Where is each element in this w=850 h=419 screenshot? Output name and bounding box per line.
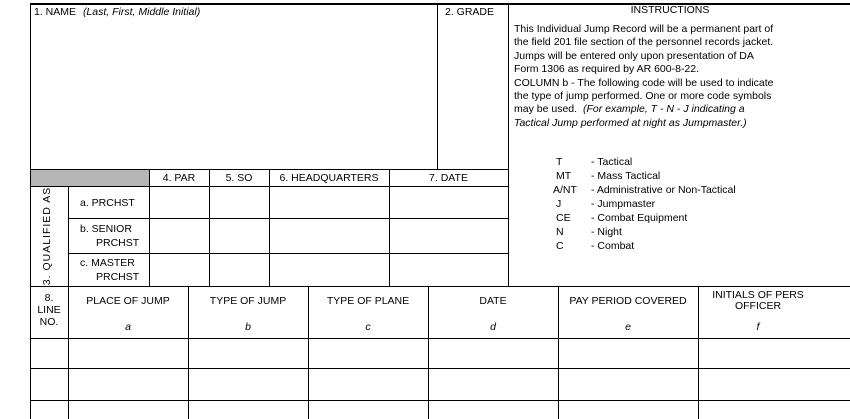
instructions-line: the type of jump performed. One or more code symbols: [514, 90, 772, 103]
code-symbol: A/NT: [553, 184, 577, 196]
log-row-3-type-jump[interactable]: [189, 401, 307, 419]
row-a-label: a. PRCHST: [80, 197, 135, 209]
name-label: [34, 6, 200, 18]
qualified-header-shading: [31, 170, 149, 186]
grade-label: 2. GRADE: [445, 6, 495, 18]
so-senior-field[interactable]: [210, 219, 268, 252]
log-row-1-type-jump[interactable]: [189, 339, 307, 367]
name-hint: (Last, First, Middle Initial): [82, 6, 201, 18]
instructions-line: the field 201 file section of the personnel records jacket.: [514, 36, 774, 49]
col-pay-period-header: PAY PERIOD COVERED: [569, 295, 687, 307]
instructions-line: Jumps will be entered only upon presentation of DA: [514, 49, 754, 62]
code-description: - Administrative or Non-Tactical: [591, 184, 736, 196]
line-no-header: [30, 292, 68, 328]
code-description: - Jumpmaster: [591, 198, 656, 210]
col-place-of-jump-letter: a: [125, 321, 131, 333]
row-b-label-cont: PRCHST: [96, 237, 140, 249]
log-row-1-line-no[interactable]: [31, 339, 67, 367]
line-no-no: NO.: [39, 316, 59, 328]
form-top-border: [30, 3, 850, 5]
log-row-2-date[interactable]: [429, 369, 557, 399]
col-type-of-plane-header: TYPE OF PLANE: [326, 295, 410, 307]
row-c-label-cont: PRCHST: [96, 271, 140, 283]
col-type-of-plane-letter: c: [365, 321, 371, 333]
col-date-header: 7. DATE: [429, 172, 468, 184]
code-symbol: CE: [556, 212, 571, 224]
code-symbol: N: [556, 226, 564, 238]
name-grade-divider: [437, 3, 438, 169]
log-row-3-line-no[interactable]: [31, 401, 67, 419]
line-no-line: LINE: [37, 304, 61, 316]
col-par-header: 4. PAR: [162, 172, 196, 184]
col-pay-period-letter: e: [625, 321, 631, 333]
instructions-line-with-example: [514, 103, 774, 116]
log-row-2-line-no[interactable]: [31, 369, 67, 399]
code-description: - Mass Tactical: [591, 170, 661, 182]
instructions-example: (For example, T - N - J indicating a: [582, 103, 745, 116]
hq-master-field[interactable]: [270, 254, 388, 285]
instructions-text: [514, 23, 774, 130]
date-prchst-field[interactable]: [390, 187, 507, 217]
qualified-side-divider: [68, 186, 69, 286]
hq-senior-field[interactable]: [270, 219, 388, 252]
log-row-1-date[interactable]: [429, 339, 557, 367]
col-initials-header: [698, 290, 818, 312]
log-row-2-type-plane[interactable]: [309, 369, 427, 399]
name-label-text: 1. NAME: [34, 6, 77, 18]
par-master-field[interactable]: [150, 254, 208, 285]
col-initials-title: INITIALS OF PERS: [712, 289, 804, 301]
col-type-of-jump-header: TYPE OF JUMP: [209, 295, 287, 307]
name-field[interactable]: [32, 20, 435, 167]
code-symbol: MT: [556, 170, 572, 182]
instructions-title: INSTRUCTIONS: [630, 4, 710, 16]
line-no-number: 8.: [44, 292, 54, 304]
col-initials-letter: f: [756, 321, 760, 333]
col-date-letter: d: [490, 321, 496, 333]
row-c-label: c. MASTER: [80, 257, 135, 269]
log-row-3-initials[interactable]: [699, 401, 849, 419]
code-description: - Night: [591, 226, 622, 238]
date-master-field[interactable]: [390, 254, 507, 285]
log-row-2-place[interactable]: [69, 369, 187, 399]
instructions-line: Form 1306 as required by AR 600-8-22.: [514, 63, 700, 76]
col-so-header: 5. SO: [225, 172, 253, 184]
log-row-1-type-plane[interactable]: [309, 339, 427, 367]
col-type-of-jump-letter: b: [245, 321, 251, 333]
col-date-header: DATE: [479, 295, 507, 307]
log-row-3-place[interactable]: [69, 401, 187, 419]
log-row-2-pay-period[interactable]: [559, 369, 697, 399]
grade-field[interactable]: [439, 20, 506, 167]
col-place-of-jump-header: PLACE OF JUMP: [86, 295, 170, 307]
col-initials-title-cont: OFFICER: [734, 300, 782, 312]
row-b-label: b. SENIOR: [80, 223, 132, 235]
so-master-field[interactable]: [210, 254, 268, 285]
code-description: - Combat Equipment: [591, 212, 688, 224]
par-prchst-field[interactable]: [150, 187, 208, 217]
code-description: - Tactical: [591, 156, 633, 168]
par-senior-field[interactable]: [150, 219, 208, 252]
code-symbol: T: [556, 156, 563, 168]
log-row-1-place[interactable]: [69, 339, 187, 367]
date-senior-field[interactable]: [390, 219, 507, 252]
instructions-line: may be used.: [514, 103, 578, 116]
log-row-3-type-plane[interactable]: [309, 401, 427, 419]
col-hq-header: 6. HEADQUARTERS: [279, 172, 379, 184]
code-legend: [510, 156, 840, 256]
instructions-example-cont: Tactical Jump performed at night as Jumpmaster.): [514, 116, 747, 129]
so-prchst-field[interactable]: [210, 187, 268, 217]
instructions-line: COLUMN b - The following code will be used to indicate: [514, 76, 774, 89]
instructions-line: This Individual Jump Record will be a permanent part of: [514, 23, 774, 35]
qualified-as-side-label: 3. QUALIFIED AS: [41, 186, 53, 286]
log-row-2-type-jump[interactable]: [189, 369, 307, 399]
log-row-1-initials[interactable]: [699, 339, 849, 367]
log-row-3-pay-period[interactable]: [559, 401, 697, 419]
code-symbol: J: [556, 198, 562, 210]
log-row-2-initials[interactable]: [699, 369, 849, 399]
log-row-3-date[interactable]: [429, 401, 557, 419]
code-description: - Combat: [591, 240, 635, 252]
log-row-1-pay-period[interactable]: [559, 339, 697, 367]
grade-instructions-divider: [508, 3, 509, 286]
hq-prchst-field[interactable]: [270, 187, 388, 217]
code-symbol: C: [556, 240, 564, 252]
qualified-section-bottom: [30, 286, 850, 287]
